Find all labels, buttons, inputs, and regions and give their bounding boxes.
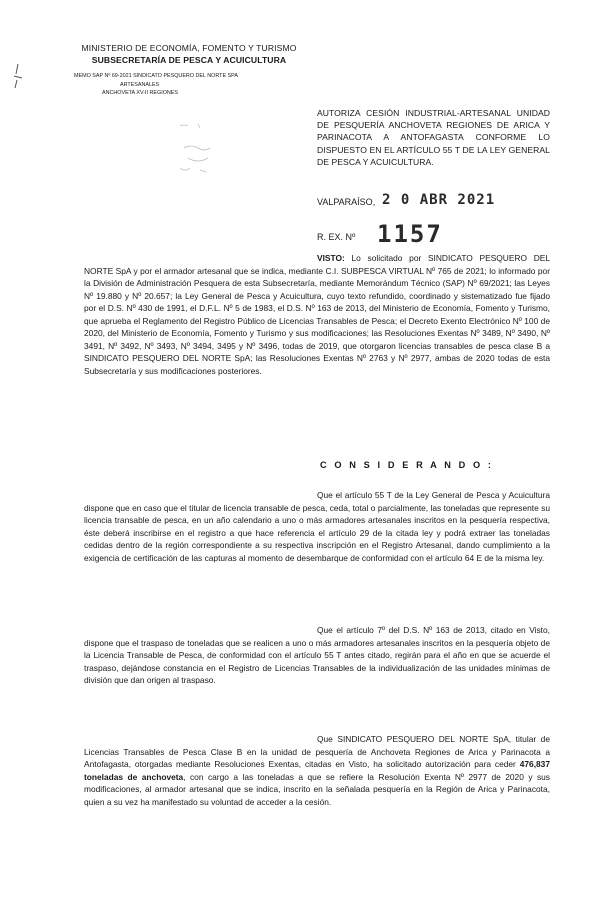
considerando-heading: C O N S I D E R A N D O :	[320, 460, 494, 470]
memo-line: ARTESANALES	[120, 81, 160, 88]
margin-signature-mark	[10, 62, 26, 92]
memo-line: MEMO SAP Nº 69-2021 SINDICATO PESQUERO DEL NORTE SPA	[74, 73, 238, 79]
visto-text: Lo solicitado por SINDICATO PESQUERO DEL NORTE SpA y por el armador artesanal que se indica, mediante C.I. SUBPESCA VIRTUAL Nº 765 de 2021; lo informado por la División de Administración Pesquera de esta Subsecretaría, mediante Memorándum Técnico (SAP) Nº 69/2021; las Leyes Nº 19.880 y Nº 20.657; la Ley General de Pesca y Acuicultura, cuyo texto refundido, coordinado y sistematizado fue fijado por el D.S. Nº 430 de 1991, el D.F.L. Nº 5 de 1983, el D.S. Nº 163 de 2013, del Ministerio de Economía, Fomento y Turismo, que aprueba el Reglamento del Registro Público de Licencias Transables de Pesca; el Decreto Exento Electrónico Nº 100 de 2020, del Ministerio de Economía, Fomento y Turismo y sus modificaciones; las Resoluciones Exentas Nº 3489, Nº 3490, Nº 3491, Nº 3492, Nº 3493, Nº 3494, 3495 y Nº 3496, todas de 2019, que otorgaron licencias transables de pesca clase B a SINDICATO PESQUERO DEL NORTE SpA; las Resoluciones Exentas Nº 2763 y Nº 2977, ambas de 2020 todas de esta Subsecretaría y sus modificaciones posteriores.	[84, 253, 550, 376]
considerando-paragraph-1: Que el artículo 55 T de la Ley General de Pesca y Acuicultura dispone que en caso que el titular de licencia transable de pesca, ceda, total o parcialmente, las toneladas que represente su licencia transable de pesca, en un año calendario a uno o más armadores artesanales inscritos en la pesquería respectiva, éste deberá inscribirse en el registro a que hace referencia el artículo 29 de la citada ley y podrá extraer las toneladas cedidas dentro de la región correspondiente a su respectiva inscripción en el Registro Artesanal, dando cumplimiento a la exigencia de certificación de las capturas al momento de desembarque de conformidad con el artículo 64 E de la misma ley.	[84, 490, 550, 563]
date-city: VALPARAÍSO,	[317, 197, 376, 207]
paragraph-text: , con cargo a las toneladas a que se refiere la Resolución Exenta Nº 2977 de 2020 y sus modificaciones, al armador artesanal que se indica, inscrito en la señalada pesquería en la Región de Arica y Parinacota, quien a su vez ha manifestado su voluntad de acceder a la cesión.	[84, 771, 550, 807]
official-seal	[170, 118, 230, 188]
memo-reference	[74, 72, 294, 98]
resolution-number: 1157	[377, 220, 443, 248]
resolution-label: R. EX. Nº	[317, 232, 356, 242]
tonnage-amount: 476,837 toneladas de anchoveta	[84, 759, 550, 782]
date-stamp: 2 0 ABR 2021	[382, 192, 496, 208]
considerando-paragraph-3	[84, 733, 550, 808]
resolution-number-line	[317, 220, 443, 248]
visto-paragraph	[84, 252, 550, 377]
visto-heading: VISTO:	[317, 253, 345, 263]
resolution-subject: AUTORIZA CESIÓN INDUSTRIAL-ARTESANAL UNIDAD DE PESQUERÍA ANCHOVETA REGIONES DE ARICA Y PARINACOTA A ANTOFAGASTA CONFORME LO DISPUESTO EN EL ARTÍCULO 55 T DE LA LEY GENERAL DE PESCA Y ACUICULTURA.	[317, 108, 550, 167]
date-line	[317, 192, 496, 208]
subsecretaria-header: SUBSECRETARÍA DE PESCA Y ACUICULTURA	[91, 55, 287, 65]
memo-line: ANCHOVETA XV-II REGIONES	[102, 90, 178, 96]
considerando-paragraph-2: Que el artículo 7º del D.S. Nº 163 de 2013, citado en Visto, dispone que el traspaso de toneladas que se realicen a uno o más armadores artesanales inscritos en la pesquería objeto de la Licencia Transable de Pesca, de conformidad con el artículo 55 T antes citado, regirán para el año en que se acuerde el traspaso, dejándose constancia en el Registro de Licencias Transables de la individualización de las unidades mínimas de división que dan origen al traspaso.	[84, 625, 550, 685]
paragraph-text: Que SINDICATO PESQUERO DEL NORTE SpA, titular de Licencias Transables de Pesca Clase B en la unidad de pesquería de Anchoveta Regiones de Arica y Parinacota a Antofagasta, otorgadas mediante Resoluciones Exentas, citadas en Visto, ha solicitado autorización para ceder	[84, 734, 550, 769]
ministry-header: MINISTERIO DE ECONOMÍA, FOMENTO Y TURISMO	[81, 43, 297, 53]
